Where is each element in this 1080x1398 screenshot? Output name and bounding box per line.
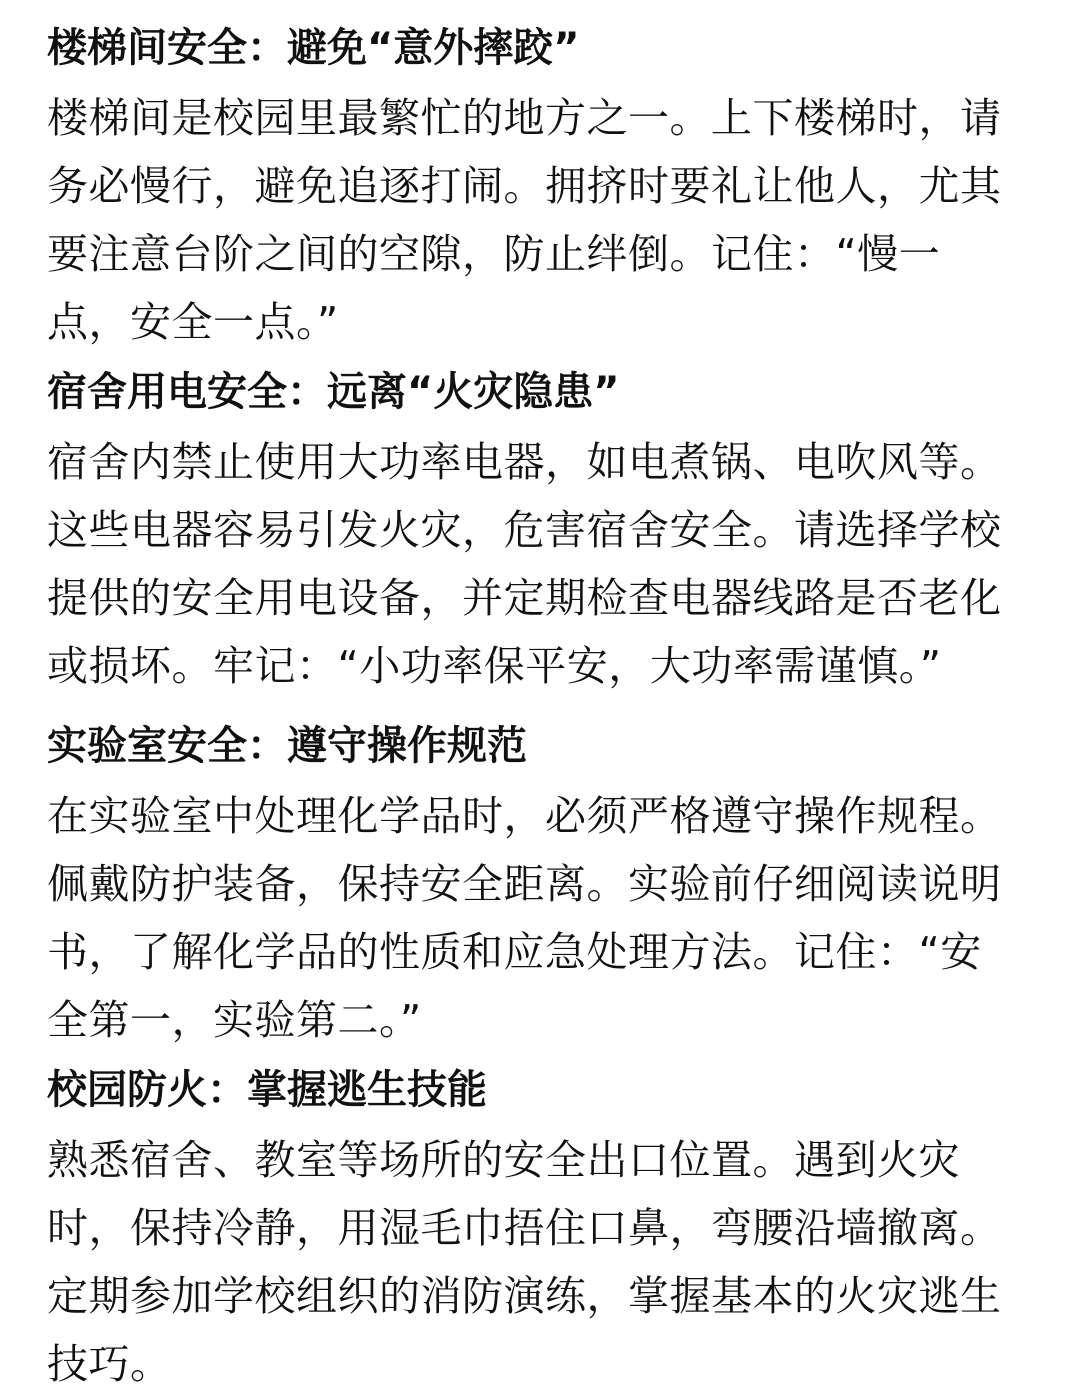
paragraph-line: 熟悉宿舍、教室等场所的安全出口位置。遇到火灾 [47,1136,960,1184]
section-paragraph [47,84,1037,356]
section-campus-fire-safety [47,1066,1037,1398]
section-heading: 实验室安全：遵守操作规范 [47,723,527,769]
paragraph-line: 时，保持冷静，用湿毛巾捂住口鼻，弯腰沿墙撤离。 [47,1204,1002,1252]
paragraph-line: 要注意台阶之间的空隙，防止绊倒。记住：“慢一 [47,230,941,278]
section-paragraph [47,782,1037,1054]
section-dorm-electric-safety [47,368,1037,700]
paragraph-line: 或损坏。牢记：“小功率保平安，大功率需谨慎。” [47,642,942,690]
section-heading: 楼梯间安全：避免“意外摔跤” [47,25,580,71]
paragraph-line: 宿舍内禁止使用大功率电器，如电煮锅、电吹风等。 [47,438,1002,486]
paragraph-line: 在实验室中处理化学品时，必须严格遵守操作规程。 [47,792,1002,840]
paragraph-line: 点，安全一点。” [47,298,339,346]
section-lab-safety [47,722,1037,1054]
section-stairwell-safety [47,24,1037,356]
paragraph-line: 全第一，实验第二。” [47,996,422,1044]
paragraph-line: 楼梯间是校园里最繁忙的地方之一。上下楼梯时，请 [47,94,1002,142]
paragraph-line: 这些电器容易引发火灾，危害宿舍安全。请选择学校 [47,506,1002,554]
paragraph-line: 书，了解化学品的性质和应急处理方法。记住：“安 [47,928,982,976]
section-heading: 校园防火：掌握逃生技能 [47,1067,487,1113]
section-paragraph [47,1126,1037,1398]
paragraph-line: 技巧。 [47,1340,172,1388]
paragraph-line: 定期参加学校组织的消防演练，掌握基本的火灾逃生 [47,1272,1002,1320]
section-paragraph [47,428,1037,700]
paragraph-line: 佩戴防护装备，保持安全距离。实验前仔细阅读说明 [47,860,1002,908]
paragraph-line: 务必慢行，避免追逐打闹。拥挤时要礼让他人，尤其 [47,162,1002,210]
section-heading: 宿舍用电安全：远离“火灾隐患” [47,369,620,415]
paragraph-line: 提供的安全用电设备，并定期检查电器线路是否老化 [47,574,1002,622]
